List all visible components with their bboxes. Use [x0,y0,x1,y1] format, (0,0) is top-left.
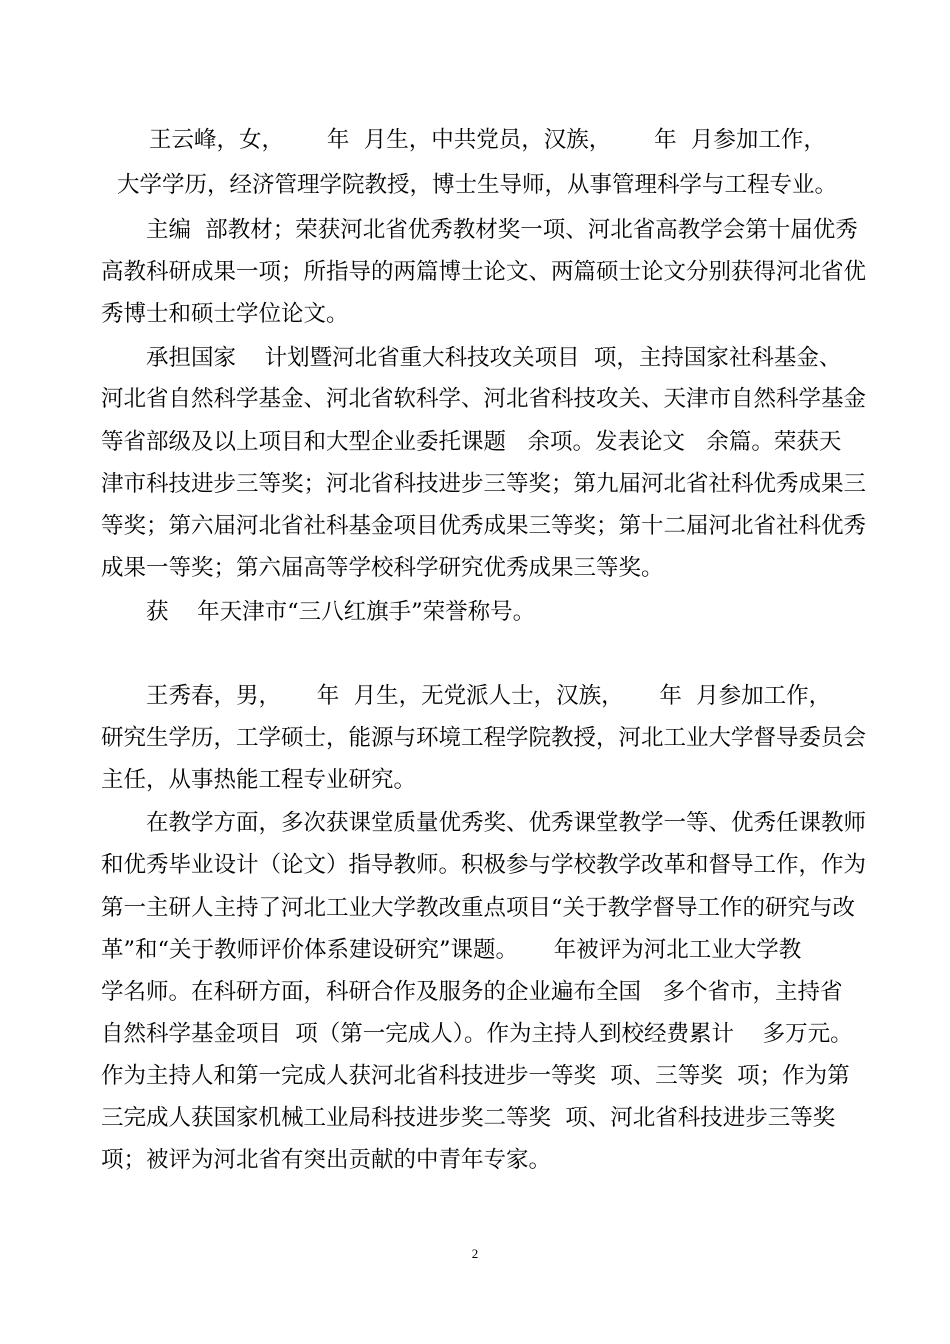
bio2-line-1: 王秀春，男， 年 月生，无党派人士，汉族， 年 月参加工作， [146,683,832,709]
bio1-line-1: 王云峰，女， 年 月生，中共党员，汉族， 年 月参加工作， [149,127,826,153]
bio2-line-3: 主任，从事热能工程专业研究。 [101,767,417,793]
bio1-line-10: 等奖；第六届河北省社科基金项目优秀成果三等奖；第十二届河北省社科优秀 [101,513,867,539]
bio2-line-8: 学名师。在科研方面，科研合作及服务的企业遍布全国 多个省市，主持省 [101,979,843,1005]
bio2-line-11: 三完成人获国家机械工业局科技进步奖二等奖 项、河北省科技进步三等奖 [101,1105,836,1131]
bio1-line-2: 大学学历，经济管理学院教授，博士生导师，从事管理科学与工程专业。 [117,172,838,198]
bio1-line-9: 津市科技进步三等奖；河北省科技进步三等奖；第九届河北省社科优秀成果三 [101,471,867,497]
bio1-line-3: 主编 部教材；荣获河北省优秀教材奖一项、河北省高教学会第十届优秀 [146,217,858,243]
bio2-line-4: 在教学方面，多次获课堂质量优秀奖、优秀课堂教学一等、优秀任课教师 [146,810,867,836]
bio2-line-7: 革”和“关于教师评价体系建设研究”课题。 年被评为河北工业大学教 [101,937,802,963]
bio1-line-7: 河北省自然科学基金、河北省软科学、河北省科技攻关、天津市自然科学基金 [101,386,867,412]
bio2-line-10: 作为主持人和第一完成人获河北省科技进步一等奖 项、三等奖 项；作为第 [101,1063,850,1089]
bio1-line-12: 获 年天津市“三八红旗手”荣誉称号。 [146,599,536,625]
bio1-line-8: 等省部级及以上项目和大型企业委托课题 余项。发表论文 余篇。荣获天 [101,429,842,455]
bio2-line-6: 第一主研人主持了河北工业大学教改重点项目“关于教学督导工作的研究与改 [101,895,856,921]
bio2-line-2: 研究生学历，工学硕士，能源与环境工程学院教授，河北工业大学督导委员会 [101,725,867,751]
bio1-line-5: 秀博士和硕士学位论文。 [101,301,349,327]
bio2-line-5: 和优秀毕业设计（论文）指导教师。积极参与学校教学改革和督导工作，作为 [101,852,867,878]
bio1-line-6: 承担国家 计划暨河北省重大科技攻关项目 项，主持国家社科基金、 [146,345,842,371]
bio2-line-9: 自然科学基金项目 项（第一完成人）。作为主持人到校经费累计 多万元。 [101,1021,853,1047]
bio2-line-12: 项；被评为河北省有突出贡献的中青年专家。 [101,1147,552,1173]
bio1-line-4: 高教科研成果一项；所指导的两篇博士论文、两篇硕士论文分别获得河北省优 [101,259,867,285]
page-number: 2 [471,1246,479,1261]
bio1-line-11: 成果一等奖；第六届高等学校科学研究优秀成果三等奖。 [101,555,664,581]
